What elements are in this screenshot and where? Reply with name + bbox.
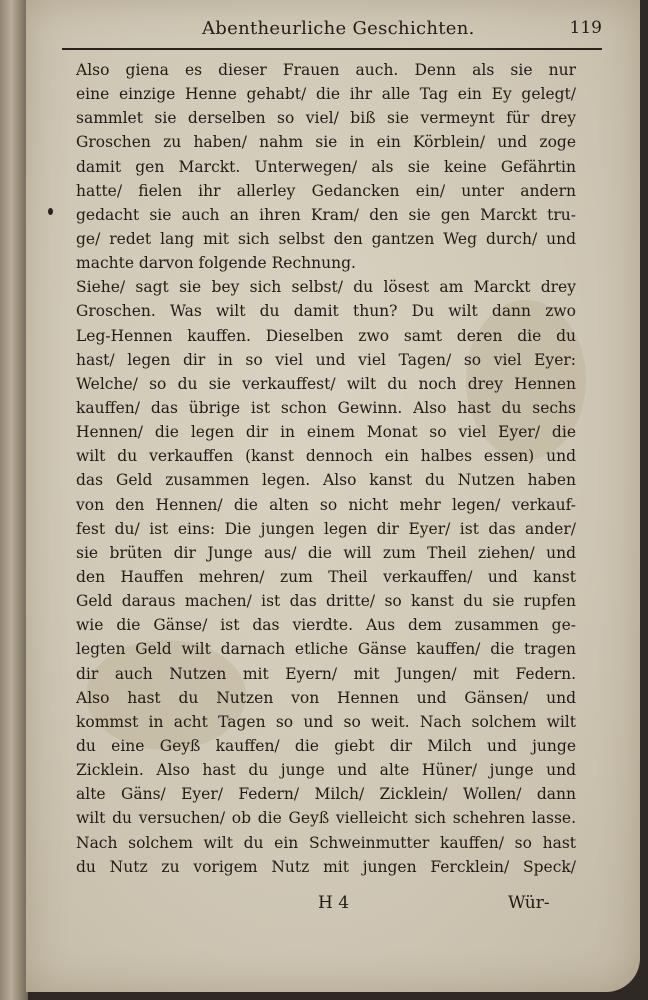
- page-number: 119: [569, 18, 602, 38]
- text-line: eine einzige Henne gehabt/ die ihr alle Tag ein Ey gelegt/: [76, 85, 576, 104]
- text-line: das Geld zusammen legen. Also kanst du Nutzen haben: [76, 471, 576, 490]
- text-line: Hennen/ die legen dir in einem Monat so viel Eyer/ die: [76, 423, 576, 442]
- text-line: wie die Gänse/ ist das vierdte. Aus dem zusammen ge-: [76, 616, 576, 635]
- text-line: von den Hennen/ die alten so nicht mehr legen/ verkauf-: [76, 495, 576, 514]
- text-line: du eine Geyß kauffen/ die giebt dir Milch und junge: [76, 736, 576, 755]
- text-line: Siehe/ sagt sie bey sich selbst/ du lösest am Marckt drey: [76, 278, 576, 297]
- catchword: Wür-: [508, 893, 550, 913]
- text-line: kommst in acht Tagen so und so weit. Nach solchem wilt: [76, 712, 576, 731]
- text-line: Geld daraus machen/ ist das dritte/ so kanst du sie rupfen: [76, 592, 576, 611]
- text-line: du Nutz zu vorigem Nutz mit jungen Fercklein/ Speck/: [76, 857, 576, 876]
- running-title: Abentheurliche Geschichten.: [202, 18, 475, 39]
- text-line: alte Gäns/ Eyer/ Federn/ Milch/ Zicklein/ Wollen/ dann: [76, 785, 576, 804]
- text-line: Leg-Hennen kauffen. Dieselben zwo samt deren die du: [76, 326, 576, 345]
- text-line: Zicklein. Also hast du junge und alte Hüner/ junge und: [76, 761, 576, 780]
- text-line: hast/ legen dir in so viel und viel Tagen/ so viel Eyer:: [76, 350, 576, 369]
- book-binding-edge: [0, 0, 28, 1000]
- text-line: machte darvon folgende Rechnung.: [76, 254, 356, 273]
- text-line: ge/ redet lang mit sich selbst den gantzen Weg durch/ und: [76, 229, 576, 248]
- text-line: Groschen zu haben/ nahm sie in ein Körblein/ und zoge: [76, 133, 576, 152]
- text-line: Also giena es dieser Frauen auch. Denn als sie nur: [76, 61, 576, 79]
- header-rule: [62, 48, 602, 50]
- text-line: den Hauffen mehren/ zum Theil verkauffen/ und kanst: [76, 567, 576, 586]
- text-line: wilt du versuchen/ ob die Geyß vielleicht sich schehren lasse.: [76, 809, 576, 828]
- margin-ink-mark: [48, 208, 53, 215]
- text-line: dir auch Nutzen mit Eyern/ mit Jungen/ mit Federn.: [76, 664, 576, 683]
- text-line: Also hast du Nutzen von Hennen und Gänsen/ und: [76, 688, 576, 707]
- text-line: sammlet sie derselben so viel/ biß sie vermeynt für drey: [76, 109, 576, 128]
- text-line: fest du/ ist eins: Die jungen legen dir Eyer/ ist das ander/: [76, 519, 576, 538]
- text-line: hatte/ fielen ihr allerley Gedancken ein/ unter andern: [76, 181, 576, 200]
- text-line: Welche/ so du sie verkauffest/ wilt du noch drey Hennen: [76, 374, 576, 393]
- body-text: [76, 58, 576, 879]
- text-line: sie brüten dir Junge aus/ die will zum Theil ziehen/ und: [76, 543, 576, 562]
- text-line: damit gen Marckt. Unterwegen/ als sie keine Gefährtin: [76, 157, 576, 176]
- text-line: gedacht sie auch an ihren Kram/ den sie gen Marckt tru-: [76, 205, 576, 224]
- text-line: Groschen. Was wilt du damit thun? Du wilt dann zwo: [76, 302, 576, 321]
- signature-mark: H 4: [318, 893, 350, 913]
- text-line: wilt du verkauffen (kanst dennoch ein halbes essen) und: [76, 447, 576, 466]
- text-line: kauffen/ das übrige ist schon Gewinn. Also hast du sechs: [76, 398, 576, 417]
- text-line: legten Geld wilt darnach etliche Gänse kauffen/ die tragen: [76, 640, 576, 659]
- text-line: Nach solchem wilt du ein Schweinmutter kauffen/ so hast: [76, 833, 576, 852]
- page-header: [62, 14, 602, 50]
